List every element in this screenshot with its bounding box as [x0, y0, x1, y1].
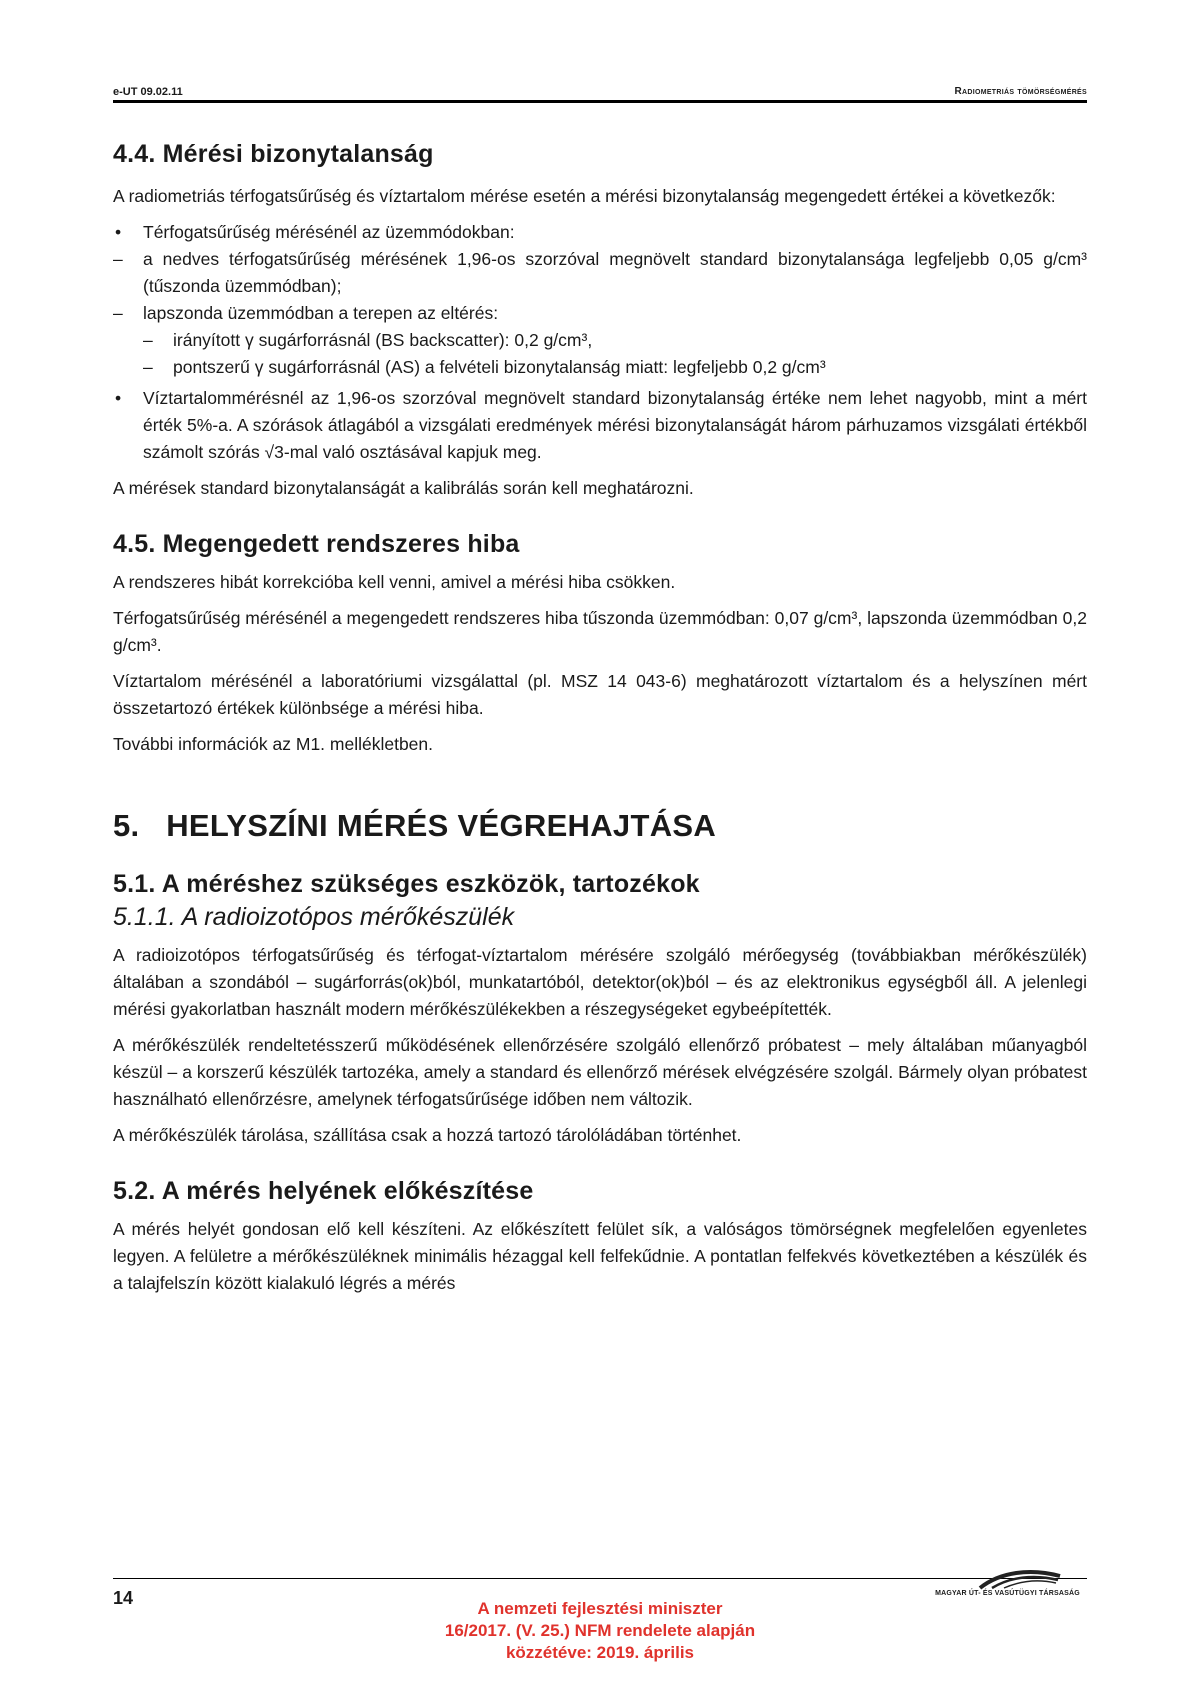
- section-4-4-intro: A radiometriás térfogatsűrűség és víztartalom mérése esetén a mérési bizonytalanság megengedett értékei a következők:: [113, 186, 1056, 206]
- publisher-logo-text: MAGYAR ÚT- ÉS VASÚTÜGYI TÁRSASÁG: [935, 1590, 1080, 1597]
- paragraph: A radioizotópos térfogatsűrűség és térfogat-víztartalom mérésére szolgáló mérőegység (továbbiakban mérőkészülék) általában a szondából – sugárforrás(ok)ból, munkatartóból, detektor(ok)ból – és az elektronikus egységből áll. A jelenlegi mérési gyakorlatban használt modern mérőkészülékekben a részegységeket egybeépítették.: [113, 945, 1087, 1019]
- publication-note-line: 16/2017. (V. 25.) NFM rendelete alapján: [444, 1621, 756, 1640]
- page-header: [113, 86, 1087, 103]
- list-item: [113, 327, 1087, 354]
- dash-marker: –: [113, 249, 123, 269]
- section-4-4-closing: A mérések standard bizonytalanságát a kalibrálás során kell meghatározni.: [113, 478, 694, 498]
- document-code: e-UT 09.02.11: [113, 86, 183, 98]
- section-5-2-heading: 5.2. A mérés helyének előkészítése: [113, 1177, 534, 1205]
- section-4-4-list: [113, 219, 1087, 466]
- dash-marker: –: [113, 303, 123, 323]
- section-4-4-heading: 4.4. Mérési bizonytalanság: [113, 140, 434, 168]
- paragraph: Víztartalom mérésénél a laboratóriumi vizsgálattal (pl. MSZ 14 043-6) meghatározott víztartalom és a helyszínen mért összetartozó értékek különbsége a mérési hiba.: [113, 671, 1087, 718]
- page-number: 14: [113, 1588, 134, 1608]
- list-item-text: irányított γ sugárforrásnál (BS backscatter): 0,2 g/cm³,: [173, 330, 593, 350]
- list-item: [113, 354, 1087, 381]
- list-item-text: pontszerű γ sugárforrásnál (AS) a felvételi bizonytalanság miatt: legfeljebb 0,2 g/cm³: [173, 357, 826, 377]
- paragraph: Térfogatsűrűség mérésénél a megengedett rendszeres hiba tűszonda üzemmódban: 0,07 g/cm³, lapszonda üzemmódban 0,2 g/cm³.: [113, 608, 1087, 655]
- list-item: [113, 385, 1087, 466]
- section-5-1-heading: 5.1. A méréshez szükséges eszközök, tartozékok: [113, 870, 700, 898]
- list-item: [113, 219, 1087, 246]
- list-item-text: lapszonda üzemmódban a terepen az eltérés:: [143, 303, 499, 323]
- page-content: [113, 140, 1087, 1297]
- publisher-logo: [930, 1566, 1085, 1606]
- publication-note-line: közzétéve: 2019. április: [505, 1643, 695, 1662]
- bullet-marker: •: [115, 388, 122, 408]
- dash-marker: –: [143, 357, 153, 377]
- publication-note-line: A nemzeti fejlesztési miniszter: [477, 1599, 723, 1618]
- subsection-5-1-1-heading: 5.1.1. A radioizotópos mérőkészülék: [113, 903, 515, 931]
- dash-marker: –: [143, 330, 153, 350]
- list-item-text: Víztartalommérésnél az 1,96-os szorzóval megnövelt standard bizonytalanság értéke nem lehet nagyobb, mint a mért érték 5%-a. A szórások átlagából a vizsgálati eredmények mérési bizonytalanságát három párhuzamos vizsgálati értékből számolt szórás √3-mal való osztásával kapjuk meg.: [143, 388, 1087, 462]
- section-4-5-heading: 4.5. Megengedett rendszeres hiba: [113, 530, 520, 558]
- paragraph: A mérőkészülék rendeltetésszerű működésének ellenőrzésére szolgáló ellenőrző próbatest – mely általában műanyagból készül – a korszerű készülék tartozéka, amely a standard és ellenőrző mérések elvégzésére szolgál. Bármely olyan próbatest használható ellenőrzésre, amelynek térfogatsűrűsége időben nem változik.: [113, 1035, 1087, 1109]
- list-item-text: Térfogatsűrűség mérésénél az üzemmódokban:: [143, 222, 515, 242]
- publication-note: [380, 1598, 820, 1664]
- paragraph: A mérés helyét gondosan elő kell készíteni. Az előkészített felület sík, a valóságos tömörségnek megfelelően egyenletes legyen. A felületre a mérőkészüléknek minimális hézaggal kell felfekűdnie. A pontatlan felfekvés következtében a készülék és a talajfelszín között kialakuló légrés a mérés: [113, 1219, 1087, 1293]
- list-item: [113, 300, 1087, 327]
- paragraph: További információk az M1. mellékletben.: [113, 734, 434, 754]
- list-item-text: a nedves térfogatsűrűség mérésének 1,96-os szorzóval megnövelt standard bizonytalansága legfeljebb 0,05 g/cm³ (tűszonda üzemmódban);: [143, 249, 1087, 296]
- chapter-5-heading: 5. HELYSZÍNI MÉRÉS VÉGREHAJTÁSA: [113, 808, 717, 843]
- paragraph: A rendszeres hibát korrekcióba kell venni, amivel a mérési hiba csökken.: [113, 572, 676, 592]
- list-item: [113, 246, 1087, 300]
- bullet-marker: •: [115, 222, 122, 242]
- running-title: Radiometriás tömörségmérés: [954, 86, 1087, 97]
- road-swoosh-icon: [930, 1566, 1085, 1592]
- paragraph: A mérőkészülék tárolása, szállítása csak a hozzá tartozó tárolóládában történhet.: [113, 1125, 742, 1145]
